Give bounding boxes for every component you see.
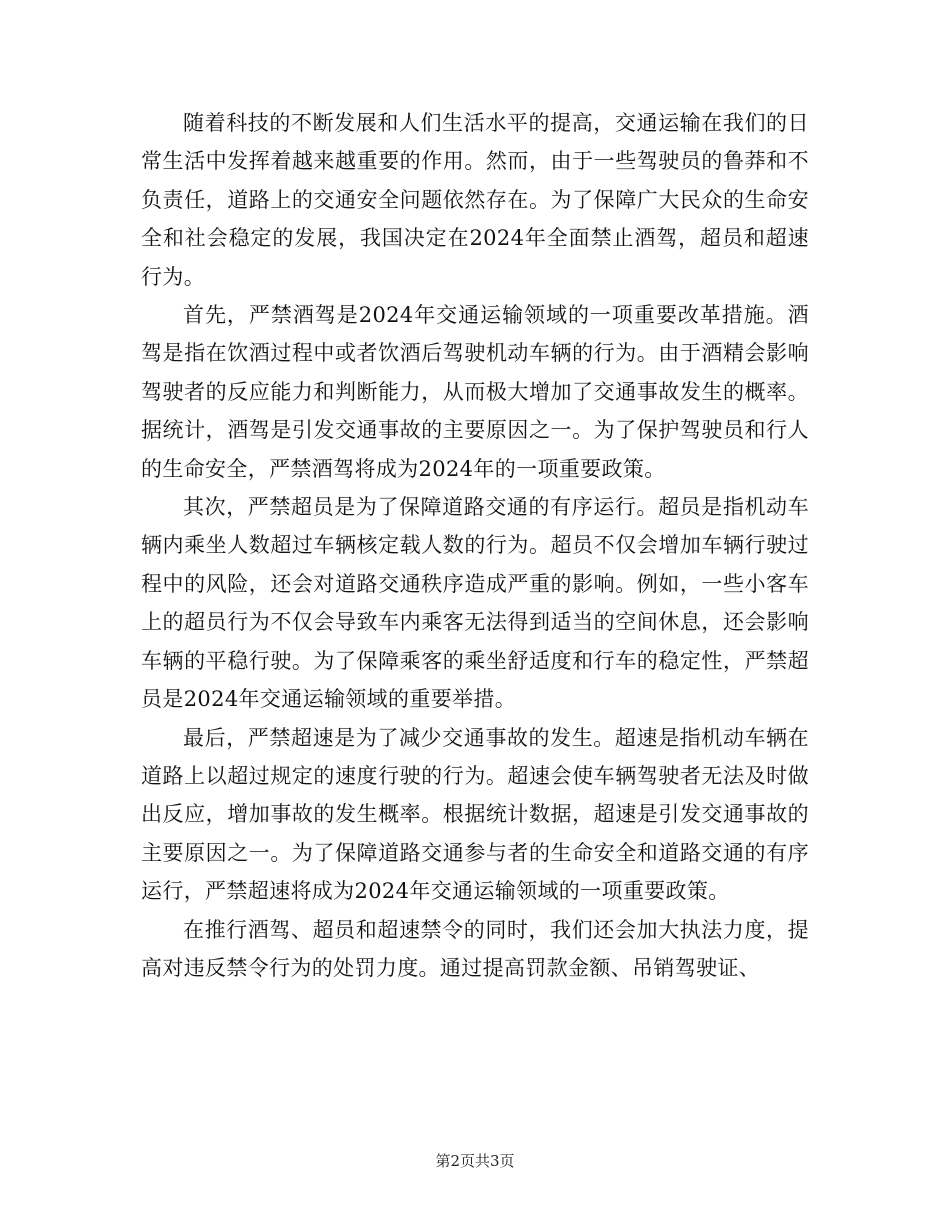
paragraph-drunk-driving: 首先，严禁酒驾是2024年交通运输领域的一项重要改革措施。酒驾是指在饮酒过程中或者饮酒后驾驶机动车辆的行为。由于酒精会影响驾驶者的反应能力和判断能力，从而极大增加了交通事故发生的概率。据统计，酒驾是引发交通事故的主要原因之一。为了保护驾驶员和行人的生命安全，严禁酒驾将成为2024年的一项重要政策。: [141, 303, 809, 481]
document-body: [141, 104, 809, 987]
paragraph-speeding: 最后，严禁超速是为了减少交通事故的发生。超速是指机动车辆在道路上以超过规定的速度行驶的行为。超速会使车辆驾驶者无法及时做出反应，增加事故的发生概率。根据统计数据，超速是引发交通事故的主要原因之一。为了保障道路交通参与者的生命安全和道路交通的有序运行，严禁超速将成为2024年交通运输领域的一项重要政策。: [141, 725, 809, 904]
paragraph-enforcement: 在推行酒驾、超员和超速禁令的同时，我们还会加大执法力度，提高对违反禁令行为的处罚力度。通过提高罚款金额、吊销驾驶证、: [141, 917, 809, 980]
paragraph-intro: 随着科技的不断发展和人们生活水平的提高，交通运输在我们的日常生活中发挥着越来越重要的作用。然而，由于一些驾驶员的鲁莽和不负责任，道路上的交通安全问题依然存在。为了保障广大民众的生命安全和社会稳定的发展，我国决定在2024年全面禁止酒驾，超员和超速行为。: [141, 111, 809, 289]
paragraph-overloading: 其次，严禁超员是为了保障道路交通的有序运行。超员是指机动车辆内乘坐人数超过车辆核定载人数的行为。超员不仅会增加车辆行驶过程中的风险，还会对道路交通秩序造成严重的影响。例如，一些小客车上的超员行为不仅会导致车内乘客无法得到适当的空间休息，还会影响车辆的平稳行驶。为了保障乘客的乘坐舒适度和行车的稳定性，严禁超员是2024年交通运输领域的重要举措。: [141, 495, 809, 712]
page-number-footer: 第2页共3页: [435, 1152, 515, 1170]
